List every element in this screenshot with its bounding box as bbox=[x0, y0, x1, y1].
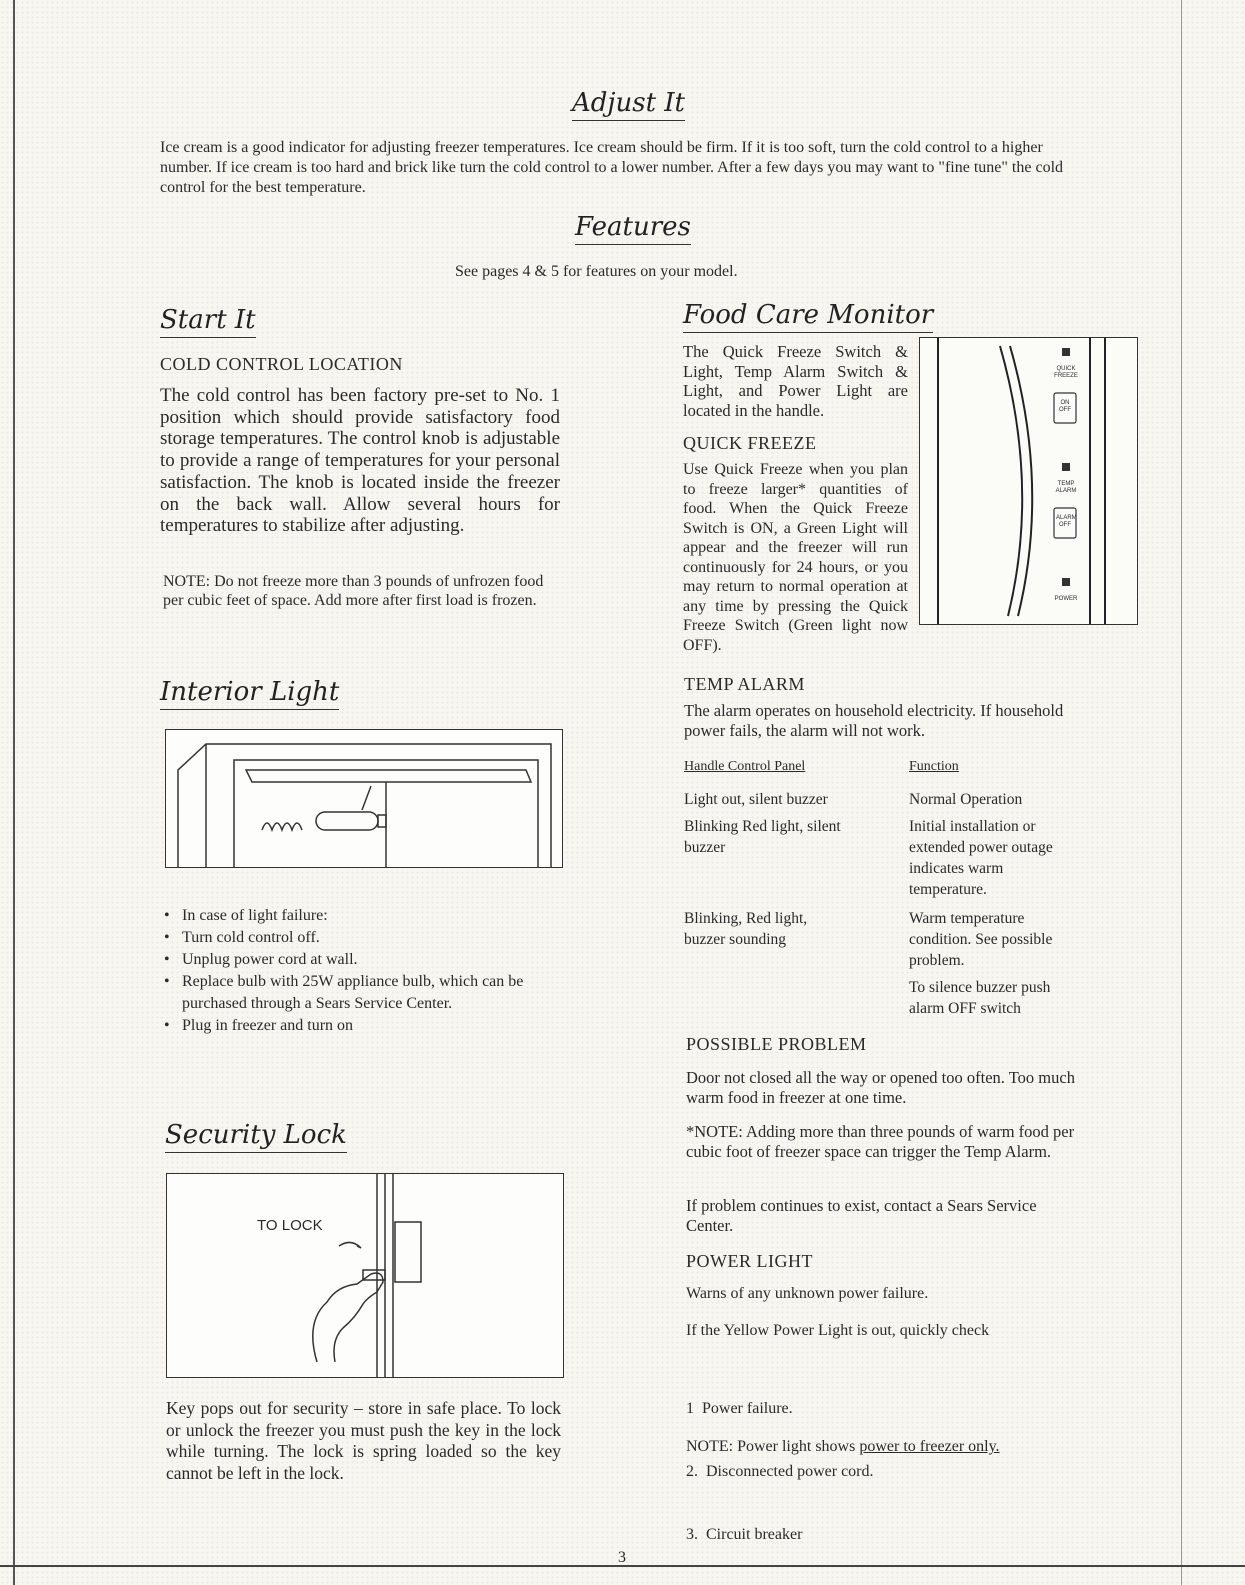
bullet-item: • Turn cold control off. bbox=[162, 927, 562, 949]
possible-problem-note: *NOTE: Adding more than three pounds of warm food per cubic foot of freezer space can trigger the Temp Alarm. bbox=[686, 1122, 1075, 1161]
list-item: 3. Circuit breaker bbox=[686, 1526, 803, 1543]
power-light-check: If the Yellow Power Light is out, quickly check bbox=[686, 1322, 990, 1339]
alarm-function-table bbox=[684, 756, 1084, 1025]
bullet-item: • Plug in freezer and turn on bbox=[162, 1015, 562, 1037]
table-cell: Warm temperature condition. See possible problem. bbox=[909, 910, 1053, 969]
quick-freeze-heading: QUICK FREEZE bbox=[683, 433, 817, 453]
page-number: 3 bbox=[618, 1549, 626, 1566]
table-row bbox=[684, 783, 1084, 816]
scan-edge-right bbox=[1181, 0, 1182, 1585]
bullet-item: • In case of light failure: bbox=[162, 905, 562, 927]
table-header-function: Function bbox=[909, 759, 959, 774]
table-cell bbox=[684, 977, 909, 1025]
to-lock-label: TO LOCK bbox=[257, 1217, 323, 1234]
start-note: NOTE: Do not freeze more than 3 pounds of unfrozen food per cubic feet of space. Add more after first load is frozen. bbox=[163, 573, 544, 609]
quick-freeze-label: QUICK FREEZE bbox=[1054, 366, 1078, 379]
power-light-text: Warns of any unknown power failure. bbox=[686, 1285, 929, 1302]
scan-edge-left bbox=[13, 0, 15, 1585]
table-row bbox=[684, 816, 1084, 908]
monitor-intro: The Quick Freeze Switch & Light, Temp Alarm Switch & Light, and Power Light are located in the handle. bbox=[683, 342, 908, 420]
list-item: 2. Disconnected power cord. bbox=[686, 1463, 874, 1480]
temp-alarm-text: The alarm operates on household electricity. If household power fails, the alarm will not work. bbox=[684, 701, 1064, 740]
freezer-interior-illustration bbox=[166, 730, 562, 867]
table-row bbox=[684, 977, 1084, 1025]
table-row bbox=[684, 908, 1084, 977]
adjust-text: Ice cream is a good indicator for adjusting freezer temperatures. Ice cream should be firm. If it is too soft, turn the cold control to a higher number. If ice cream is too hard and brick like turn the cold control to a lower number. After a few days you may want to "fine tune" the cold control for the best temperature. bbox=[160, 139, 1064, 196]
interior-bullets bbox=[162, 905, 562, 1037]
possible-problem-heading: POSSIBLE PROBLEM bbox=[686, 1034, 867, 1054]
features-text: See pages 4 & 5 for features on your model. bbox=[455, 263, 738, 280]
table-cell: Initial installation or extended power outage indicates warm temperature. bbox=[909, 818, 1053, 898]
on-off-switch: ON OFF bbox=[1059, 400, 1071, 413]
power-note-prefix: NOTE: Power light shows bbox=[686, 1438, 860, 1455]
security-lock-figure bbox=[166, 1173, 564, 1378]
power-note-emphasis: power to freezer only. bbox=[859, 1438, 1000, 1455]
security-title: Security Lock bbox=[165, 1120, 347, 1153]
table-cell: To silence buzzer push alarm OFF switch bbox=[909, 979, 1051, 1017]
possible-problem-contact: If problem continues to exist, contact a Sears Service Center. bbox=[686, 1196, 1037, 1235]
power-light-heading: POWER LIGHT bbox=[686, 1251, 813, 1271]
quick-freeze-text: Use Quick Freeze when you plan to freeze larger* quantities of food. When the Quick Freeze Switch is ON, a Green Light will appear and the freezer will run continuously for 24 hours, or you may return to normal operation at any time by pressing the Quick Freeze Switch (Green light now OFF). bbox=[683, 461, 908, 654]
bullet-item: • Replace bulb with 25W appliance bulb, which can be purchased through a Sears Service Center. bbox=[162, 971, 542, 1015]
power-check-list bbox=[686, 1356, 874, 1566]
handle-illustration bbox=[920, 338, 1137, 624]
alarm-off-switch: ALARM OFF bbox=[1056, 515, 1077, 528]
interior-title: Interior Light bbox=[160, 677, 339, 710]
temp-alarm-label: TEMP ALARM bbox=[1055, 481, 1077, 494]
power-label: POWER bbox=[1054, 596, 1078, 602]
list-item: 1 Power failure. bbox=[686, 1400, 793, 1417]
start-text: The cold control has been factory pre-set to No. 1 position which should provide satisfactory food storage temperatures. The control knob is adjustable to provide a range of temperatures for your personal satisfaction. The knob is located inside the freezer on the back wall. Allow several hours for temperatures to stabilize after adjusting. bbox=[160, 385, 560, 537]
power-light-note bbox=[686, 1438, 1000, 1456]
security-text: Key pops out for security – store in safe place. To lock or unlock the freezer you must push the key in the lock while turning. The lock is spring loaded so the key cannot be left in the lock. bbox=[166, 1398, 561, 1483]
possible-problem-text: Door not closed all the way or opened too often. Too much warm food in freezer at one time. bbox=[686, 1068, 1075, 1107]
features-title: Features bbox=[575, 212, 691, 245]
adjust-title: Adjust It bbox=[572, 88, 685, 121]
lock-key-illustration bbox=[167, 1174, 563, 1377]
temp-alarm-heading: TEMP ALARM bbox=[684, 674, 805, 694]
table-header-panel: Handle Control Panel bbox=[684, 759, 806, 774]
table-cell: Blinking, Red light, buzzer sounding bbox=[684, 910, 808, 948]
table-cell: Light out, silent buzzer bbox=[684, 791, 828, 808]
handle-panel-figure bbox=[919, 337, 1138, 625]
table-cell: Blinking Red light, silent buzzer bbox=[684, 818, 841, 856]
monitor-title: Food Care Monitor bbox=[683, 300, 933, 333]
start-title: Start It bbox=[160, 305, 256, 338]
bullet-item: • Unplug power cord at wall. bbox=[162, 949, 562, 971]
start-subhead: COLD CONTROL LOCATION bbox=[160, 354, 403, 374]
interior-light-figure bbox=[165, 729, 563, 868]
table-cell: Normal Operation bbox=[909, 791, 1023, 808]
